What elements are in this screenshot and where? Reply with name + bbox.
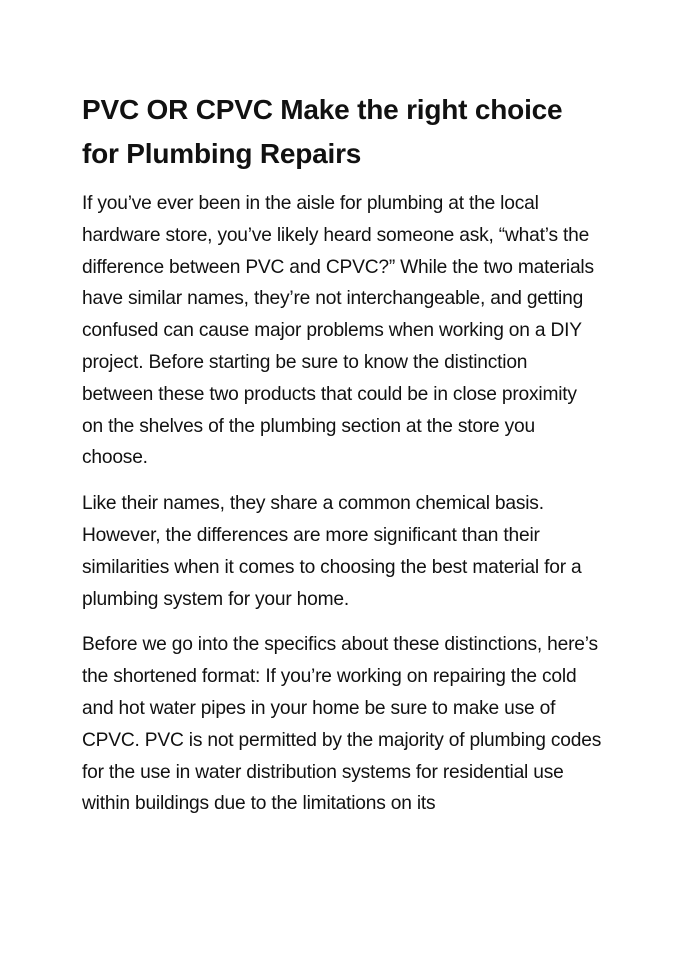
paragraph-3: Before we go into the specifics about these distinctions, here’s the shortened format: If you’re working on repairing the cold and hot water pipes in your home be sure to make use of CPVC. PVC is not permitted by the majority of plumbing codes for the use in water distribution systems for residential use within buildings due to the limitations on its <box>82 634 602 815</box>
document-title: PVC OR CPVC Make the right choice for Plumbing Repairs <box>82 94 563 169</box>
paragraph-2: Like their names, they share a common chemical basis. However, the differences are more significant than their similarities when it comes to choosing the best material for a plumbing system for your home. <box>82 493 582 610</box>
document-page <box>82 88 602 834</box>
paragraph-1: If you’ve ever been in the aisle for plumbing at the local hardware store, you’ve likely heard someone ask, “what’s the difference between PVC and CPVC?” While the two materials have similar names, they’re not interchangeable, and getting confused can cause major problems when working on a DIY project. Before starting be sure to know the distinction between these two products that could be in close proximity on the shelves of the plumbing section at the store you choose. <box>82 193 594 469</box>
